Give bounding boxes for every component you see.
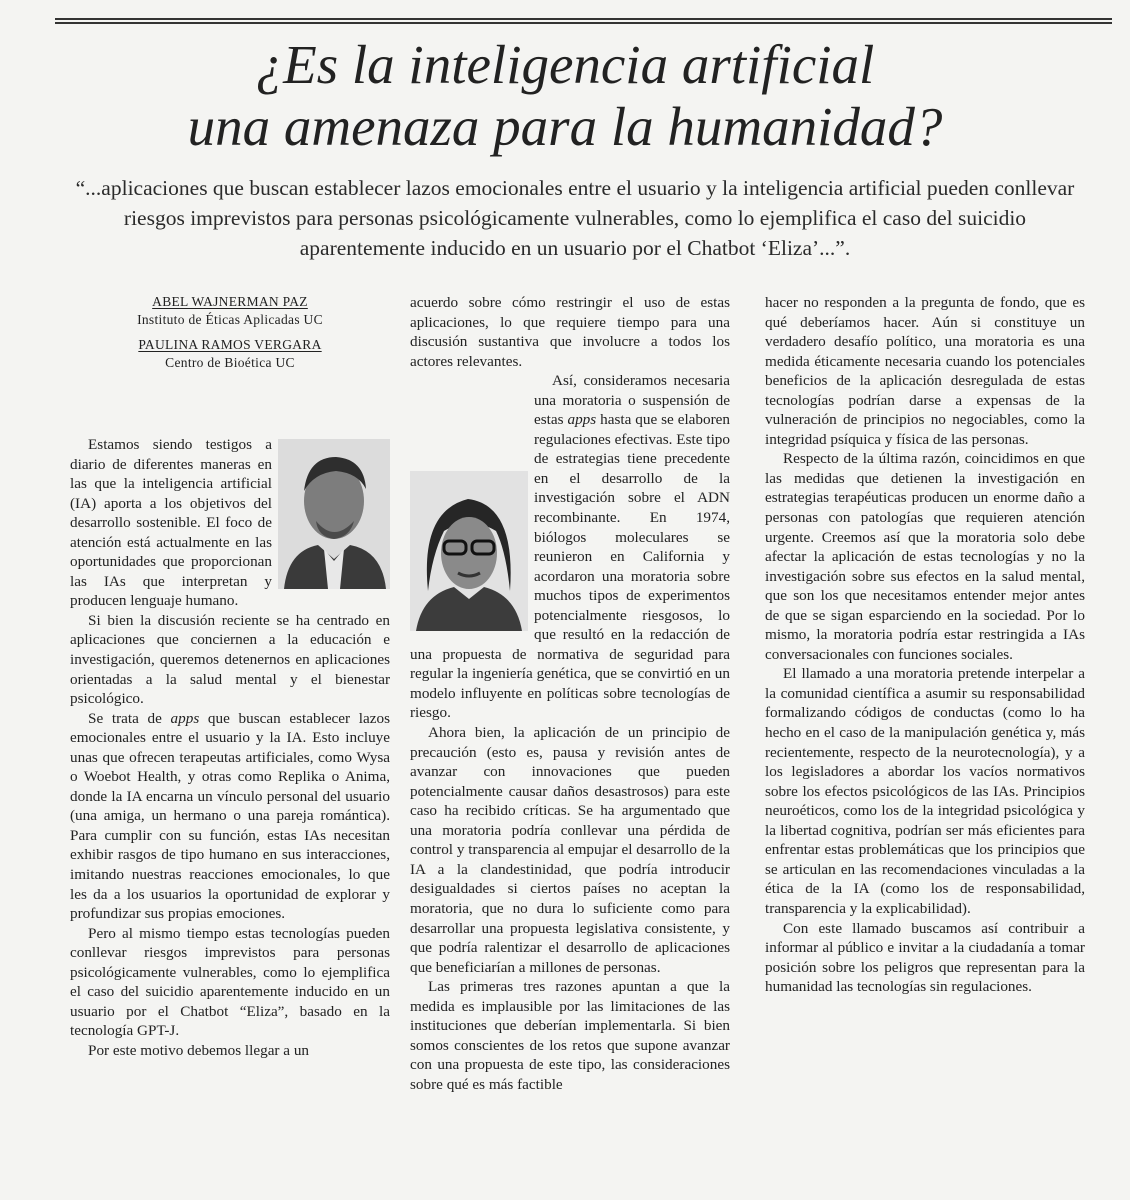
col2-paragraph-3: Ahora bien, la aplicación de un principio de precaución (esto es, pausa y revisión antes de avanzar con innovaciones que pueden potencialmente causar daños desastrosos) para este caso ha recibido críticas. Se ha argumentado que una moratoria podría conllevar una pérdida de control y transparencia al empujar el desarrollo de la IA a la clandestinidad, que podría introducir desigualdades si ciertos países no aceptan la moratoria, que no dura lo suficiente como para desarrollar una propuesta legislativa consistente, y que podría ralentizar el desarrollo de aplicaciones que beneficiarían a millones de personas. [410, 724, 730, 976]
headline-line-1: ¿Es la inteligencia artificial [255, 34, 875, 95]
author-affiliation-1: Instituto de Éticas Aplicadas UC [137, 312, 323, 327]
col3-paragraph-4: Con este llamado buscamos así contribuir a informar al público e invitar a la ciudadanía a tomar posición sobre los peligros que representan para la humanidad las tecnologías sin regulaciones. [765, 919, 1085, 996]
man-portrait-icon [278, 439, 390, 589]
col2-p2-emphasis: apps [567, 411, 597, 429]
author-photo-abel [278, 439, 390, 589]
author-name-2: PAULINA RAMOS VERGARA [138, 337, 322, 352]
col3-paragraph-3: El llamado a una moratoria pretende interpelar a la comunidad científica a asumir su responsabilidad formalizando códigos de conductas (como lo ha hecho en el caso de la manipulación genética y, más recientemente, respecto de la neurotecnología), y a los legisladores a abordar los vacíos normativos sobre los efectos psicológicos de las IAs. Principios neuroéticos, como los de la integridad psicológica y la libertad cognitiva, podrían ser más eficientes para enfrentar estas problemáticas que los principios que se articulan en las recomendaciones vinculadas a la ética de la IA (como los de responsabilidad, transparencia y la explicabilidad). [765, 665, 1085, 917]
woman-portrait-icon [410, 471, 528, 631]
author-photo-paulina [410, 471, 528, 631]
byline-block [70, 293, 390, 435]
author-name-1: ABEL WAJNERMAN PAZ [152, 294, 308, 309]
col1-paragraph-2: Si bien la discusión reciente se ha centrado en aplicaciones que conciernen a la educación e investigación, queremos detenernos en aplicaciones orientadas a la salud mental y el bienestar psicológico. [70, 611, 390, 708]
col3-paragraph-2: Respecto de la última razón, coincidimos en que las medidas que detienen la investigación en estrategias terapéuticas producen un enorme daño a personas con patologías que requieren atención urgente. Creemos así que la moratoria solo debe afectar la aplicación de estas tecnologías y no la investigación sobre sus efectos en la salud mental, que son los que necesitamos entender mejor antes de que se sigan esparciendo en la sociedad. Por lo mismo, la moratoria podría estar restringida a IAs conversacionales con funciones sociales. [765, 450, 1085, 663]
headline-line-2: una amenaza para la humanidad? [187, 96, 943, 157]
col1-paragraph-1: Estamos siendo testigos a diario de diferentes maneras en las que la inteligencia artificial (IA) aporta a los objetivos del desarrollo sostenible. El foco de atención está actualmente en las oportunidades que proporcionan las IAs que interpretan y producen lenguaje humano. [70, 436, 272, 610]
article-column-1 [70, 293, 390, 1061]
col1-paragraph-3 [70, 709, 390, 924]
col2-p2-text-b: hasta que se elaboren regulaciones efectivas. Este tipo de estrategias tiene precedente en el desarrollo de la investigación sobre el ADN recombinante. En 1974, biólogos moleculares se reunieron en California y acordaron una moratoria sobre muchos tipos de experimentos potencialmente riesgosos, lo que resultó en la redacción de una propuesta de normativa de seguridad para regular la ingeniería genética, que se convirtió en un modelo influyente en políticas sobre tecnologías de riesgo. [410, 411, 730, 722]
col2-paragraph-1: acuerdo sobre cómo restringir el uso de estas aplicaciones, lo que requiere tiempo para una discusión sustantiva que involucre a todos los actores relevantes. [410, 294, 730, 370]
col1-paragraph-4: Pero al mismo tiempo estas tecnologías pueden conllevar riesgos imprevistos para personas psicológicamente vulnerables, como lo ejemplifica el caso del suicidio aparentemente inducido en un usuario por el Chatbot “Eliza”, basado en la tecnología GPT-J. [70, 924, 390, 1040]
author-affiliation-2: Centro de Bioética UC [165, 355, 295, 370]
col2-p2-text-a: Así, consideramos necesaria una moratoria o suspensión de estas [534, 372, 730, 429]
col1-p3-text-a: Se trata de [88, 709, 171, 727]
article-column-2 [410, 293, 730, 1094]
article-column-3 [765, 293, 1085, 997]
pull-quote: “...aplicaciones que buscan establecer lazos emocionales entre el usuario y la inteligencia artificial pueden conllevar riesgos imprevistos para personas psicológicamente vulnerables, como lo ejemplifica el caso del suicidio aparentemente inducido en un usuario por el Chatbot ‘Eliza’...”. [75, 176, 1075, 260]
col1-paragraph-5: Por este motivo debemos llegar a un [88, 1041, 310, 1059]
col1-p3-text-b: que buscan establecer lazos emocionales entre el usuario y la IA. Esto incluye unas que ofrecen terapeutas artificiales, como Wysa o Woebot Health, y otras como Replika o Anima, donde la IA encarna un vínculo personal del usuario (una amiga, un hermano o una pareja romántica). Para cumplir con su función, estas IAs necesitan exhibir rasgos de tipo humano en sus interacciones, imitando nuestras reacciones emocionales, lo que les da a los usuarios la oportunidad de explorar y profundizar sus propias emociones. [70, 709, 390, 923]
headline [40, 34, 1090, 158]
col3-paragraph-1: hacer no responden a la pregunta de fondo, que es qué deberíamos hacer. Aún si constituye un verdadero desafío político, una moratoria es una medida éticamente necesaria cuando los potenciales beneficios de la aplicación desregulada de estas tecnologías podrían darse a expensas de la vulneración de principios no negociables, como la integridad psíquica y física de las personas. [765, 294, 1085, 448]
top-rule [55, 18, 1112, 24]
col2-paragraph-4: Las primeras tres razones apuntan a que la medida es implausible por las limitaciones de las instituciones que deberían implementarla. Si bien somos conscientes de los retos que supone avanzar con una propuesta de este tipo, las consideraciones sobre qué es más factible [410, 978, 730, 1093]
col1-p3-emphasis: apps [170, 709, 200, 727]
